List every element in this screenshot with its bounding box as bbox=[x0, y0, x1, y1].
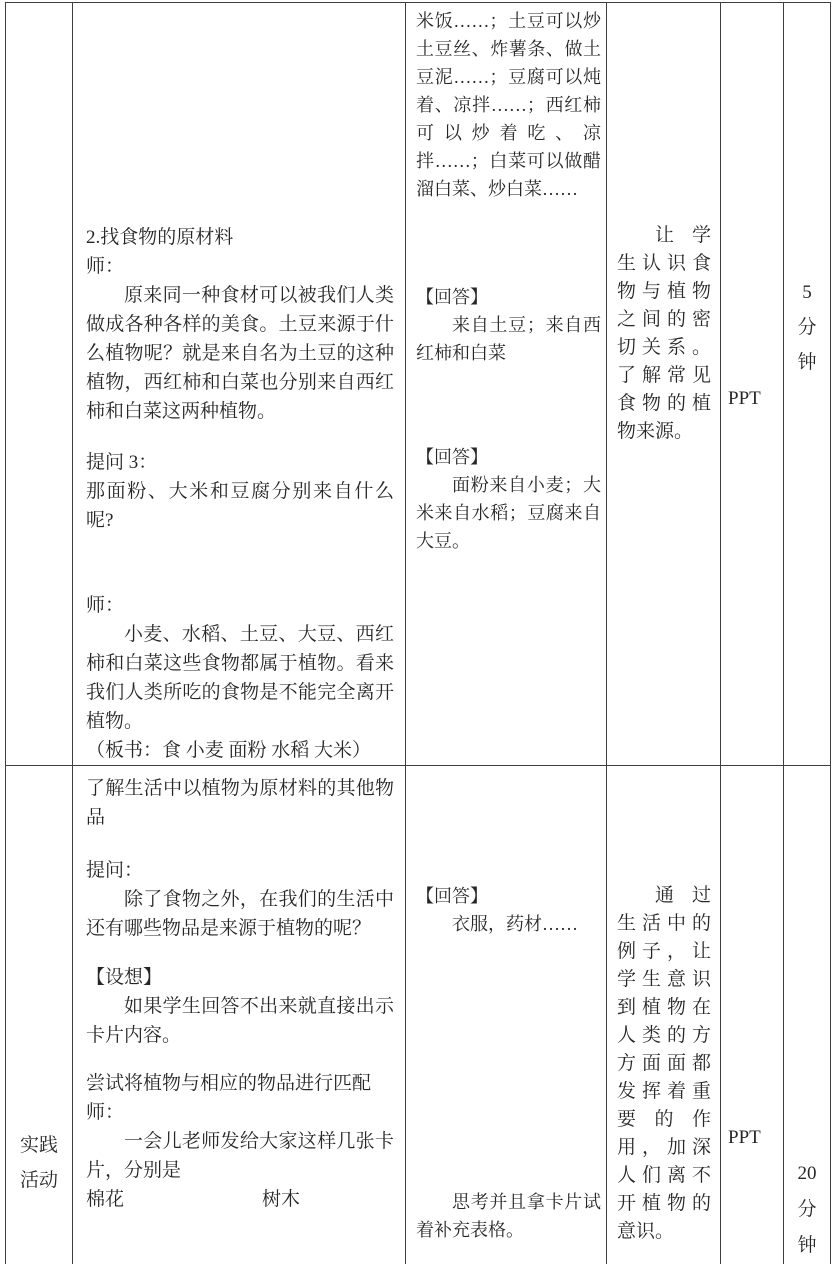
time-cell-row2 bbox=[784, 766, 831, 1264]
answer-text: 面粉来自小麦；大米来自水稻；豆腐来自大豆。 bbox=[416, 475, 601, 551]
design-intent-text: 通过生活中的例子，让学生意识到植物在人类的方方面面都发挥着重要的作用，加深人们离不开植物的意识。 bbox=[617, 885, 711, 1242]
stage-cell-row1 bbox=[6, 3, 73, 766]
idea-label: 【设想】 bbox=[86, 967, 163, 988]
card-row bbox=[86, 1185, 394, 1214]
question-text: 那面粉、大米和豆腐分别来自什么呢? bbox=[86, 481, 394, 531]
time-text: 20 分 钟 bbox=[797, 1163, 817, 1256]
activity-heading: 2.找食物的原材料 bbox=[86, 227, 234, 248]
answer-label: 【回答】 bbox=[416, 287, 488, 307]
media-label: PPT bbox=[728, 388, 761, 409]
question-label: 提问： bbox=[86, 860, 144, 881]
design-intent-text: 让学生认识食物与植物之间的密切关系。了解常见食物的植物来源。 bbox=[617, 225, 711, 442]
speaker-label: 师： bbox=[86, 595, 125, 616]
answer-label: 【回答】 bbox=[416, 886, 488, 906]
answer-text: 来自土豆；来自西红柿和白菜 bbox=[416, 315, 601, 363]
media-cell-row1 bbox=[721, 3, 784, 766]
time-cell-row1 bbox=[784, 3, 831, 766]
answer-label: 【回答】 bbox=[416, 447, 488, 467]
student-answer-continued: 米饭……；土豆可以炒土豆丝、炸薯条、做土豆泥……；豆腐可以炖着、凉拌……；西红柿可以炒着吃、凉拌……；白菜可以做醋溜白菜、炒白菜…… bbox=[416, 11, 601, 199]
speaker-label: 师： bbox=[86, 256, 125, 277]
teacher-script-cell-row1 bbox=[73, 3, 406, 766]
question-label: 提问 3： bbox=[86, 452, 158, 473]
question-text: 除了食物之外，在我们的生活中还有哪些物品是来源于植物的呢？ bbox=[86, 889, 394, 939]
card-item: 树木 bbox=[262, 1189, 301, 1210]
student-response-cell-row1 bbox=[406, 3, 607, 766]
card-item: 棉花 bbox=[86, 1189, 125, 1210]
time-text: 5 分 钟 bbox=[797, 282, 817, 373]
idea-text: 如果学生回答不出来就直接出示卡片内容。 bbox=[86, 996, 394, 1046]
media-label: PPT bbox=[728, 1127, 761, 1148]
design-intent-cell-row2 bbox=[607, 766, 721, 1264]
teacher-paragraph: 小麦、水稻、土豆、大豆、西红柿和白菜这些食物都属于植物。看来我们人类所吃的食物是不能完全离开植物。 bbox=[86, 624, 394, 732]
task-text: 尝试将植物与相应的物品进行匹配 bbox=[86, 1073, 372, 1094]
media-cell-row2 bbox=[721, 766, 784, 1264]
student-response-cell-row2 bbox=[406, 766, 607, 1264]
teacher-paragraph: 一会儿老师发给大家这样几张卡片，分别是 bbox=[86, 1131, 394, 1181]
speaker-label: 师： bbox=[86, 1102, 125, 1123]
stage-label: 实践 活动 bbox=[19, 1135, 58, 1191]
answer-text: 衣服，药材…… bbox=[452, 914, 578, 934]
board-note: （板书：食 小麦 面粉 水稻 大米） bbox=[86, 740, 372, 761]
design-intent-cell-row1 bbox=[607, 3, 721, 766]
lesson-plan-table bbox=[5, 2, 831, 1264]
teacher-paragraph: 原来同一种食材可以被我们人类做成各种各样的美食。土豆来源于什么植物呢？就是来自名为土豆的这种植物，西红柿和白菜也分别来自西红柿和白菜这两种植物。 bbox=[86, 285, 394, 422]
section-goal: 了解生活中以植物为原材料的其他物品 bbox=[86, 778, 394, 828]
teacher-script-cell-row2 bbox=[73, 766, 406, 1264]
student-activity-text: 思考并且拿卡片试着补充表格。 bbox=[416, 1192, 601, 1240]
stage-cell-row2 bbox=[6, 766, 73, 1264]
